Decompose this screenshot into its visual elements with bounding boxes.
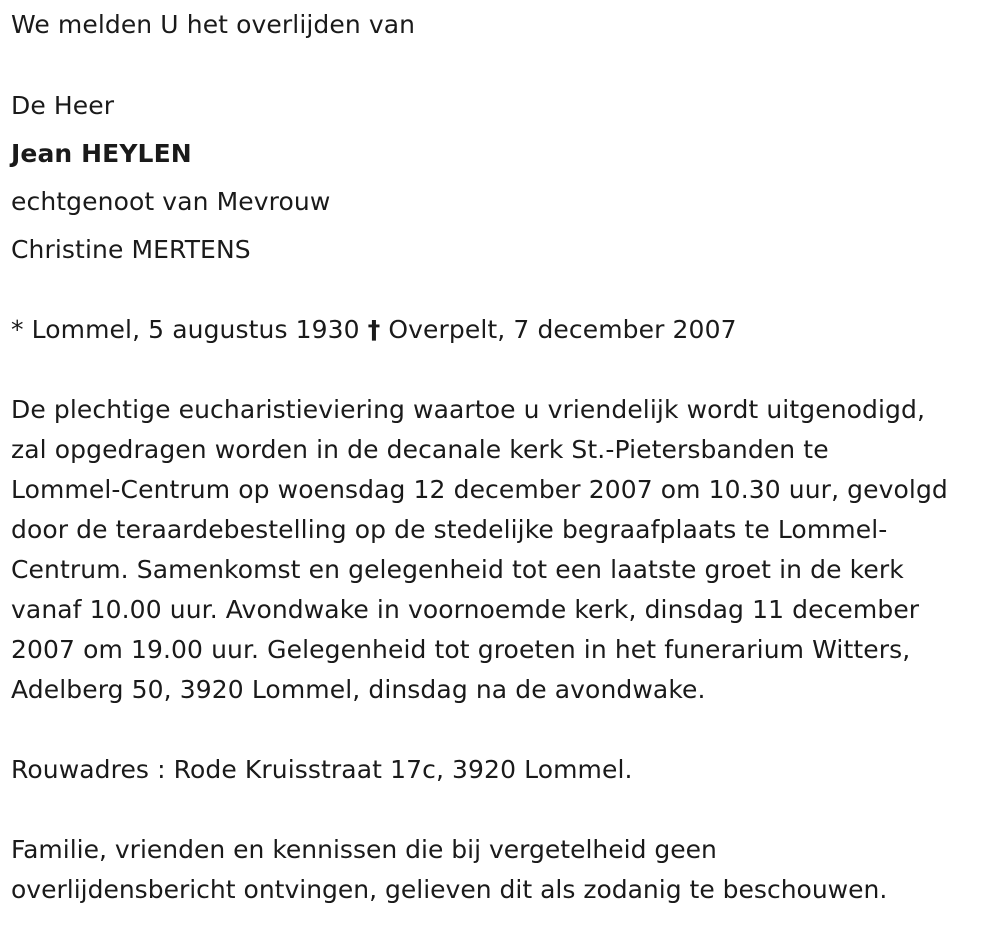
cross-icon: † <box>367 315 381 344</box>
ceremony-line: 2007 om 19.00 uur. Gelegenheid tot groeten in het funerarium Witters, <box>11 635 911 664</box>
death-info: Overpelt, 7 december 2007 <box>388 315 737 344</box>
birth-symbol: * <box>11 315 24 344</box>
honorific: De Heer <box>11 91 115 120</box>
deceased-name: Jean HEYLEN <box>11 139 192 168</box>
family-paragraph <box>11 830 887 910</box>
ceremony-line: vanaf 10.00 uur. Avondwake in voornoemde kerk, dinsdag 11 december <box>11 595 920 624</box>
family-line: overlijdensbericht ontvingen, gelieven dit als zodanig te beschouwen. <box>11 875 888 904</box>
family-line: Familie, vrienden en kennissen die bij vergetelheid geen <box>11 835 717 864</box>
birth-info: Lommel, 5 augustus 1930 <box>31 315 360 344</box>
ceremony-line: De plechtige eucharistieviering waartoe u vriendelijk wordt uitgenodigd, <box>11 395 926 424</box>
ceremony-line: door de teraardebestelling op de stedelijke begraafplaats te Lommel- <box>11 515 888 544</box>
ceremony-line: Lommel-Centrum op woensdag 12 december 2007 om 10.30 uur, gevolgd <box>11 475 948 504</box>
intro-text: We melden U het overlijden van <box>11 10 416 39</box>
ceremony-line: Adelberg 50, 3920 Lommel, dinsdag na de avondwake. <box>11 675 706 704</box>
ceremony-line: zal opgedragen worden in de decanale kerk St.-Pietersbanden te <box>11 435 829 464</box>
ceremony-line: Centrum. Samenkomst en gelegenheid tot een laatste groet in de kerk <box>11 555 904 584</box>
life-dates <box>11 310 737 350</box>
ceremony-paragraph <box>11 390 996 710</box>
spouse-label: echtgenoot van Mevrouw <box>11 187 331 216</box>
mourning-address: Rouwadres : Rode Kruisstraat 17c, 3920 Lommel. <box>11 755 633 784</box>
spouse-name: Christine MERTENS <box>11 235 251 264</box>
